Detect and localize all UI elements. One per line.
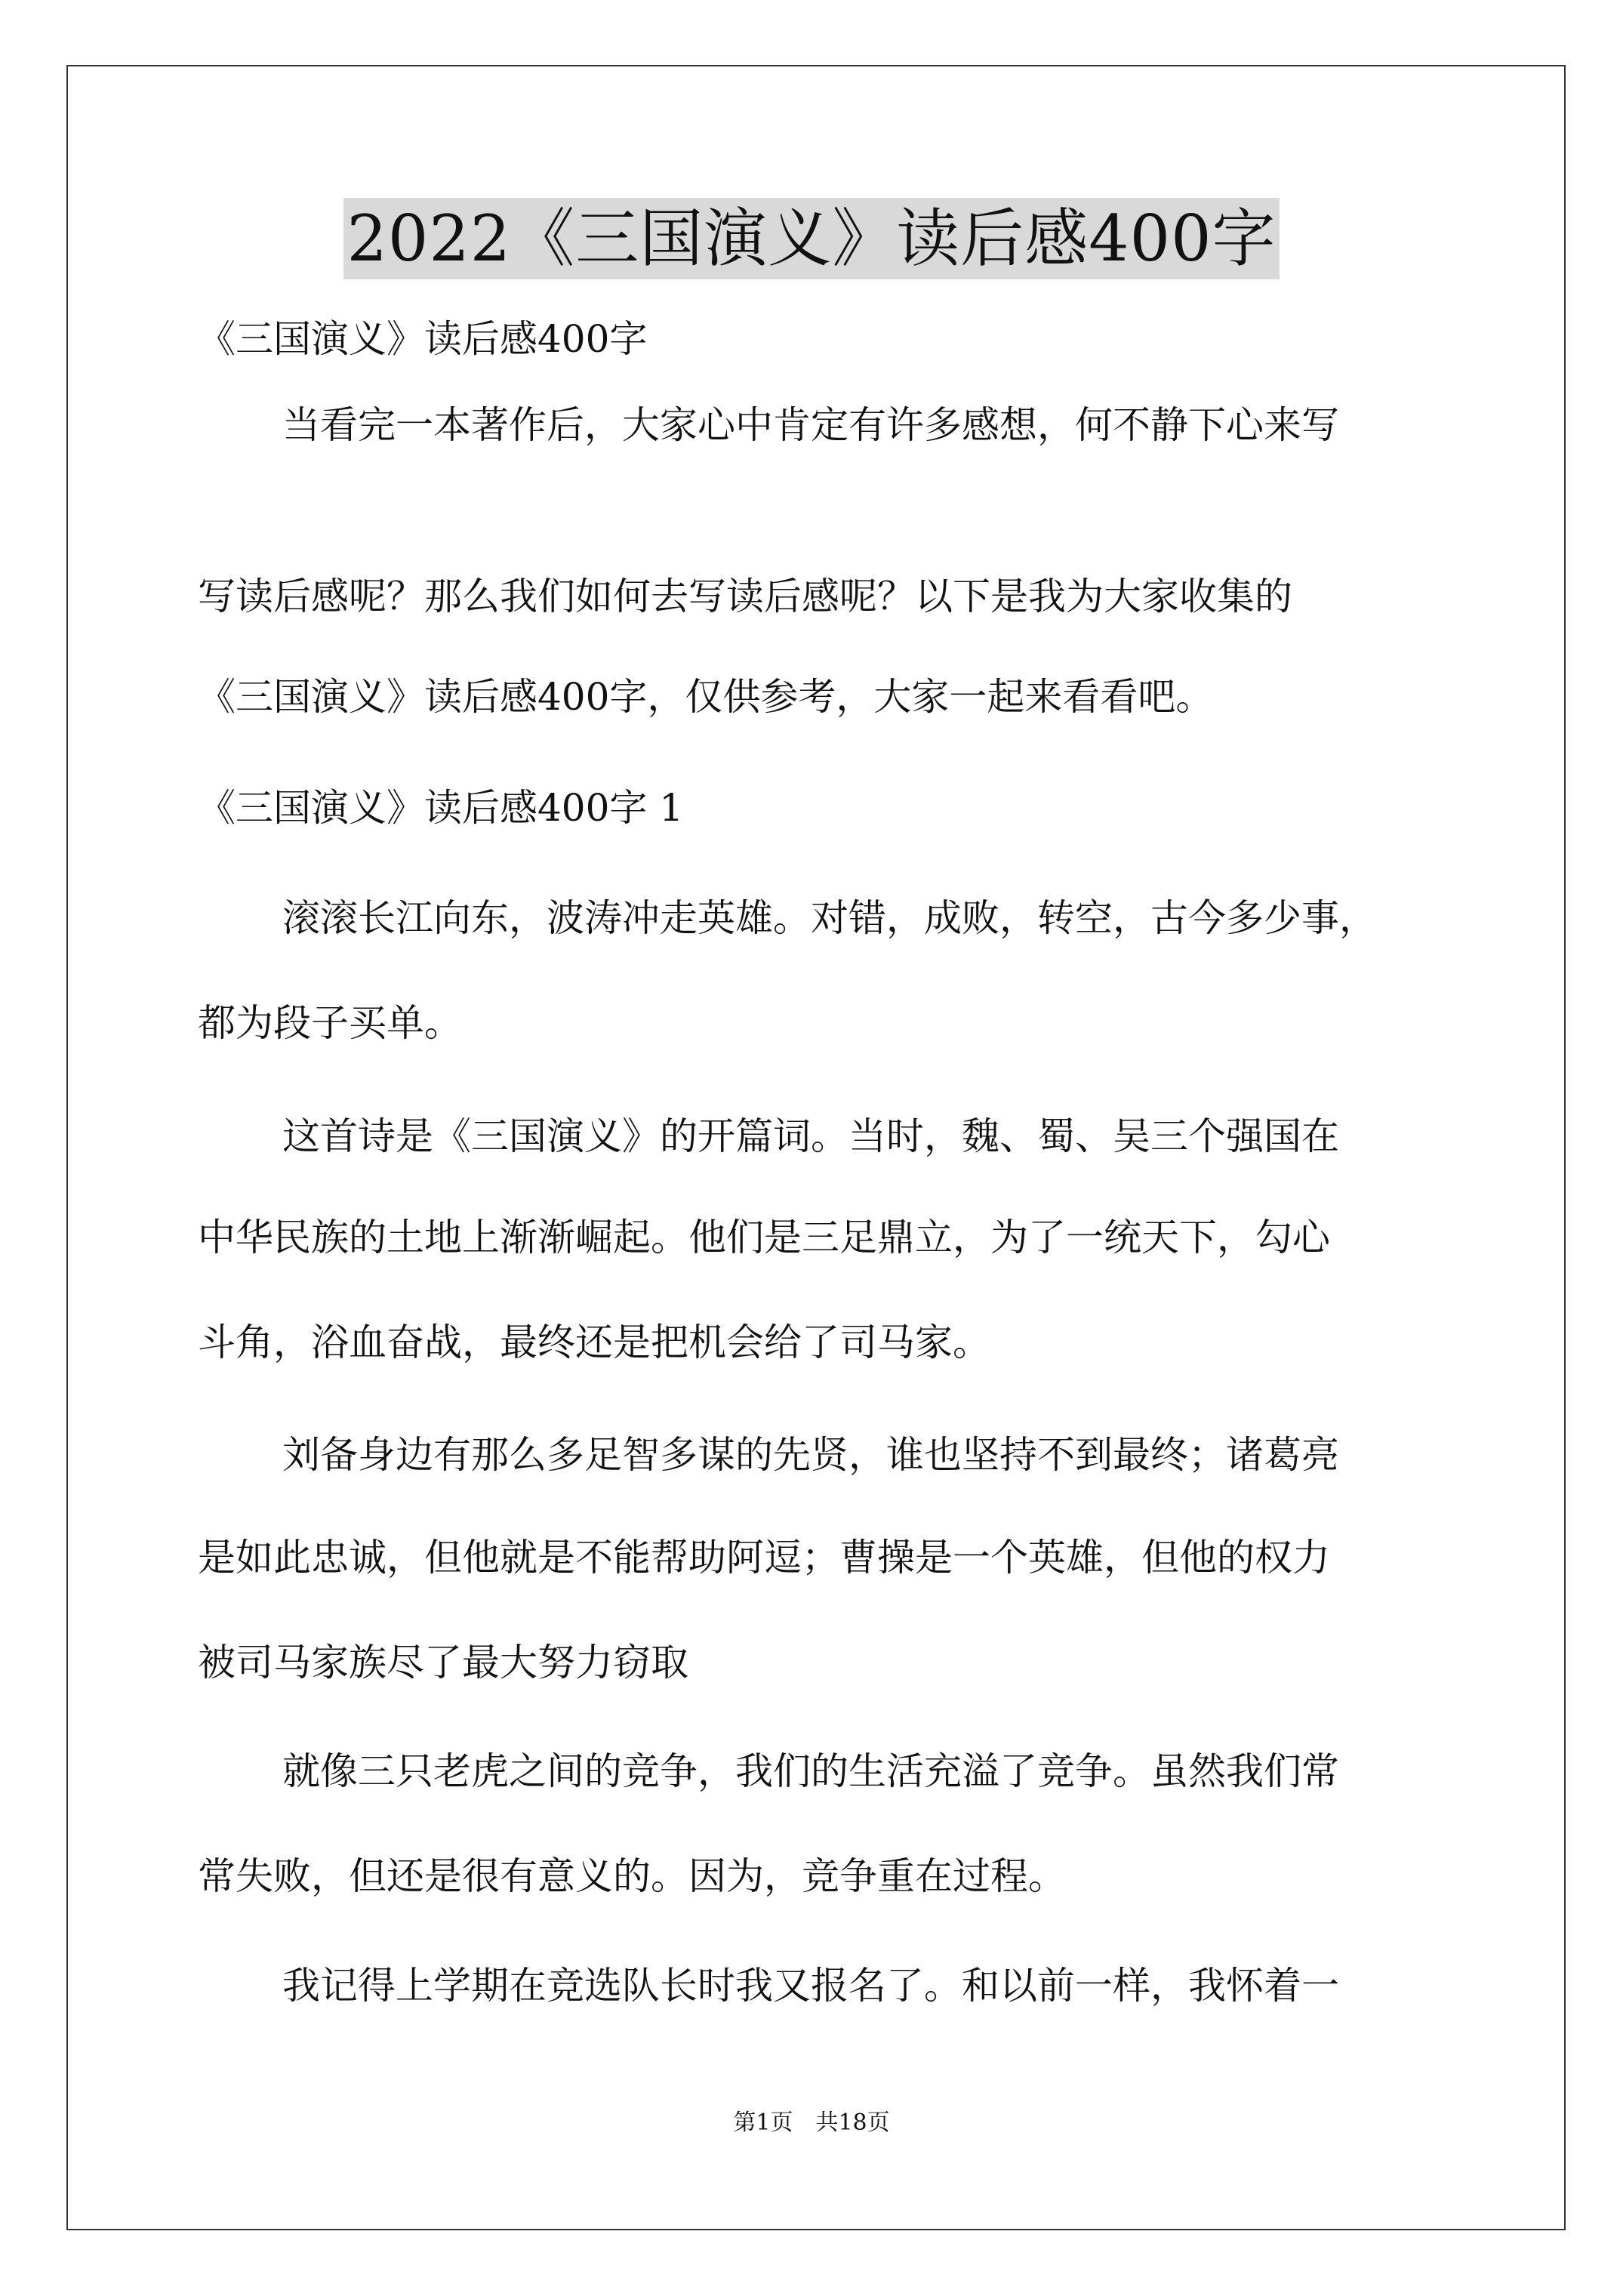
text-line-6: 滚滚长江向东，波涛冲走英雄。对错，成败，转空，古今多少事， — [282, 896, 1377, 940]
text-line-9: 中华民族的土地上渐渐崛起。他们是三足鼎立，为了一统天下，勾心 — [198, 1216, 1330, 1259]
text-line-10: 斗角，浴血奋战，最终还是把机会给了司马家。 — [198, 1321, 990, 1364]
title-container — [0, 198, 1623, 279]
text-line-2: 当看完一本著作后，大家心中肯定有许多感想，何不静下心来写 — [282, 403, 1339, 447]
document-title: 2022《三国演义》读后感400字 — [343, 198, 1279, 279]
text-line-13: 被司马家族尽了最大努力窃取 — [198, 1641, 688, 1684]
text-line-3: 写读后感呢？那么我们如何去写读后感呢？以下是我为大家收集的 — [198, 575, 1292, 618]
text-line-16: 我记得上学期在竞选队长时我又报名了。和以前一样，我怀着一 — [282, 1964, 1339, 2008]
text-line-8: 这首诗是《三国演义》的开篇词。当时，魏、蜀、吴三个强国在 — [282, 1114, 1339, 1158]
text-line-15: 常失败，但还是很有意义的。因为，竞争重在过程。 — [198, 1854, 1066, 1898]
text-line-4: 《三国演义》读后感400字，仅供参考，大家一起来看看吧。 — [198, 675, 1214, 719]
text-line-7: 都为段子买单。 — [198, 1001, 462, 1045]
text-line-5: 《三国演义》读后感400字 1 — [198, 786, 684, 830]
text-line-12: 是如此忠诚，但他就是不能帮助阿逗；曹操是一个英雄，但他的权力 — [198, 1536, 1330, 1579]
text-line-14: 就像三只老虎之间的竞争，我们的生活充溢了竞争。虽然我们常 — [282, 1749, 1339, 1793]
text-line-11: 刘备身边有那么多足智多谋的先贤，谁也坚持不到最终；诸葛亮 — [282, 1433, 1339, 1477]
page-footer: 第1页 共18页 — [733, 2110, 890, 2136]
text-line-1: 《三国演义》读后感400字 — [198, 317, 648, 361]
